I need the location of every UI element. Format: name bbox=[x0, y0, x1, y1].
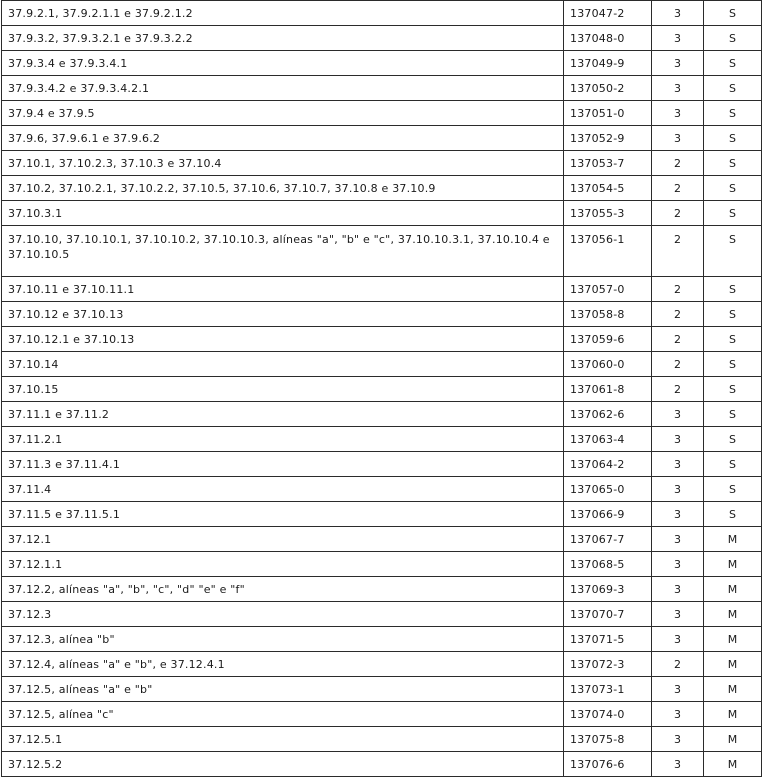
code-cell: 137053-7 bbox=[564, 151, 652, 176]
type-cell: S bbox=[704, 452, 762, 477]
code-cell: 137049-9 bbox=[564, 51, 652, 76]
grade-cell: 2 bbox=[652, 302, 704, 327]
table-row bbox=[2, 552, 762, 577]
item-cell: 37.12.1.1 bbox=[2, 552, 564, 577]
table-row bbox=[2, 302, 762, 327]
grade-cell: 3 bbox=[652, 452, 704, 477]
item-cell: 37.10.3.1 bbox=[2, 201, 564, 226]
grade-cell: 3 bbox=[652, 26, 704, 51]
table-row bbox=[2, 51, 762, 76]
grade-cell: 3 bbox=[652, 1, 704, 26]
grade-cell: 3 bbox=[652, 577, 704, 602]
grade-cell: 2 bbox=[652, 352, 704, 377]
code-cell: 137060-0 bbox=[564, 352, 652, 377]
item-cell: 37.12.5, alínea "c" bbox=[2, 702, 564, 727]
item-cell: 37.10.12.1 e 37.10.13 bbox=[2, 327, 564, 352]
item-cell: 37.12.3, alínea "b" bbox=[2, 627, 564, 652]
item-cell: 37.10.14 bbox=[2, 352, 564, 377]
grade-cell: 3 bbox=[652, 502, 704, 527]
type-cell: S bbox=[704, 51, 762, 76]
grade-cell: 3 bbox=[652, 76, 704, 101]
grade-cell: 3 bbox=[652, 552, 704, 577]
grade-cell: 2 bbox=[652, 652, 704, 677]
grade-cell: 2 bbox=[652, 377, 704, 402]
table-row bbox=[2, 427, 762, 452]
item-cell: 37.9.4 e 37.9.5 bbox=[2, 101, 564, 126]
type-cell: S bbox=[704, 76, 762, 101]
type-cell: S bbox=[704, 1, 762, 26]
grade-cell: 2 bbox=[652, 176, 704, 201]
type-cell: M bbox=[704, 577, 762, 602]
code-cell: 137076-6 bbox=[564, 752, 652, 777]
type-cell: S bbox=[704, 377, 762, 402]
grade-cell: 2 bbox=[652, 151, 704, 176]
type-cell: M bbox=[704, 652, 762, 677]
table-row bbox=[2, 126, 762, 151]
type-cell: M bbox=[704, 627, 762, 652]
type-cell: M bbox=[704, 752, 762, 777]
grade-cell: 2 bbox=[652, 201, 704, 226]
grade-cell: 3 bbox=[652, 101, 704, 126]
code-cell: 137061-8 bbox=[564, 377, 652, 402]
table-row bbox=[2, 26, 762, 51]
table-row bbox=[2, 377, 762, 402]
item-cell: 37.10.10, 37.10.10.1, 37.10.10.2, 37.10.10.3, alíneas "a", "b" e "c", 37.10.10.3.1, 37.10.10.4 e 37.10.10.5 bbox=[2, 226, 564, 277]
type-cell: S bbox=[704, 176, 762, 201]
item-cell: 37.9.3.4 e 37.9.3.4.1 bbox=[2, 51, 564, 76]
code-cell: 137054-5 bbox=[564, 176, 652, 201]
grade-cell: 3 bbox=[652, 527, 704, 552]
item-cell: 37.12.3 bbox=[2, 602, 564, 627]
grade-cell: 3 bbox=[652, 727, 704, 752]
table-row bbox=[2, 502, 762, 527]
code-cell: 137068-5 bbox=[564, 552, 652, 577]
table-row bbox=[2, 402, 762, 427]
code-cell: 137069-3 bbox=[564, 577, 652, 602]
code-cell: 137073-1 bbox=[564, 677, 652, 702]
grade-cell: 3 bbox=[652, 752, 704, 777]
item-cell: 37.10.12 e 37.10.13 bbox=[2, 302, 564, 327]
type-cell: M bbox=[704, 677, 762, 702]
norms-table bbox=[1, 0, 762, 777]
type-cell: S bbox=[704, 226, 762, 277]
table-row bbox=[2, 602, 762, 627]
grade-cell: 3 bbox=[652, 627, 704, 652]
table-row bbox=[2, 151, 762, 176]
table-row bbox=[2, 652, 762, 677]
table-row bbox=[2, 352, 762, 377]
table-row bbox=[2, 76, 762, 101]
norms-table-body bbox=[2, 1, 762, 777]
item-cell: 37.10.15 bbox=[2, 377, 564, 402]
type-cell: S bbox=[704, 352, 762, 377]
grade-cell: 3 bbox=[652, 51, 704, 76]
table-row bbox=[2, 627, 762, 652]
grade-cell: 3 bbox=[652, 702, 704, 727]
type-cell: S bbox=[704, 302, 762, 327]
type-cell: S bbox=[704, 277, 762, 302]
item-cell: 37.11.4 bbox=[2, 477, 564, 502]
type-cell: S bbox=[704, 402, 762, 427]
code-cell: 137056-1 bbox=[564, 226, 652, 277]
type-cell: S bbox=[704, 126, 762, 151]
grade-cell: 3 bbox=[652, 602, 704, 627]
grade-cell: 2 bbox=[652, 327, 704, 352]
table-row bbox=[2, 452, 762, 477]
table-row bbox=[2, 176, 762, 201]
item-cell: 37.12.5.2 bbox=[2, 752, 564, 777]
code-cell: 137055-3 bbox=[564, 201, 652, 226]
item-cell: 37.12.5, alíneas "a" e "b" bbox=[2, 677, 564, 702]
code-cell: 137075-8 bbox=[564, 727, 652, 752]
table-row bbox=[2, 477, 762, 502]
item-cell: 37.9.3.4.2 e 37.9.3.4.2.1 bbox=[2, 76, 564, 101]
item-cell: 37.9.6, 37.9.6.1 e 37.9.6.2 bbox=[2, 126, 564, 151]
table-row bbox=[2, 277, 762, 302]
type-cell: M bbox=[704, 702, 762, 727]
code-cell: 137059-6 bbox=[564, 327, 652, 352]
code-cell: 137057-0 bbox=[564, 277, 652, 302]
code-cell: 137064-2 bbox=[564, 452, 652, 477]
item-cell: 37.11.5 e 37.11.5.1 bbox=[2, 502, 564, 527]
code-cell: 137072-3 bbox=[564, 652, 652, 677]
code-cell: 137074-0 bbox=[564, 702, 652, 727]
table-row bbox=[2, 1, 762, 26]
type-cell: M bbox=[704, 727, 762, 752]
table-row bbox=[2, 201, 762, 226]
code-cell: 137071-5 bbox=[564, 627, 652, 652]
item-cell: 37.9.3.2, 37.9.3.2.1 e 37.9.3.2.2 bbox=[2, 26, 564, 51]
grade-cell: 2 bbox=[652, 277, 704, 302]
item-cell: 37.9.2.1, 37.9.2.1.1 e 37.9.2.1.2 bbox=[2, 1, 564, 26]
table-row bbox=[2, 527, 762, 552]
type-cell: S bbox=[704, 327, 762, 352]
type-cell: S bbox=[704, 427, 762, 452]
grade-cell: 3 bbox=[652, 126, 704, 151]
code-cell: 137066-9 bbox=[564, 502, 652, 527]
code-cell: 137048-0 bbox=[564, 26, 652, 51]
item-cell: 37.12.2, alíneas "a", "b", "c", "d" "e" e "f" bbox=[2, 577, 564, 602]
code-cell: 137070-7 bbox=[564, 602, 652, 627]
code-cell: 137065-0 bbox=[564, 477, 652, 502]
table-row bbox=[2, 727, 762, 752]
item-cell: 37.10.2, 37.10.2.1, 37.10.2.2, 37.10.5, 37.10.6, 37.10.7, 37.10.8 e 37.10.9 bbox=[2, 176, 564, 201]
type-cell: S bbox=[704, 201, 762, 226]
grade-cell: 3 bbox=[652, 677, 704, 702]
table-row bbox=[2, 226, 762, 277]
code-cell: 137062-6 bbox=[564, 402, 652, 427]
type-cell: S bbox=[704, 477, 762, 502]
code-cell: 137063-4 bbox=[564, 427, 652, 452]
type-cell: M bbox=[704, 552, 762, 577]
item-cell: 37.12.4, alíneas "a" e "b", e 37.12.4.1 bbox=[2, 652, 564, 677]
type-cell: S bbox=[704, 151, 762, 176]
type-cell: S bbox=[704, 101, 762, 126]
item-cell: 37.11.2.1 bbox=[2, 427, 564, 452]
type-cell: S bbox=[704, 26, 762, 51]
grade-cell: 3 bbox=[652, 427, 704, 452]
code-cell: 137058-8 bbox=[564, 302, 652, 327]
type-cell: M bbox=[704, 602, 762, 627]
table-row bbox=[2, 101, 762, 126]
item-cell: 37.10.1, 37.10.2.3, 37.10.3 e 37.10.4 bbox=[2, 151, 564, 176]
grade-cell: 2 bbox=[652, 226, 704, 277]
table-row bbox=[2, 702, 762, 727]
grade-cell: 3 bbox=[652, 477, 704, 502]
table-row bbox=[2, 752, 762, 777]
code-cell: 137051-0 bbox=[564, 101, 652, 126]
grade-cell: 3 bbox=[652, 402, 704, 427]
table-row bbox=[2, 577, 762, 602]
code-cell: 137067-7 bbox=[564, 527, 652, 552]
item-cell: 37.12.1 bbox=[2, 527, 564, 552]
item-cell: 37.12.5.1 bbox=[2, 727, 564, 752]
type-cell: S bbox=[704, 502, 762, 527]
code-cell: 137052-9 bbox=[564, 126, 652, 151]
table-row bbox=[2, 327, 762, 352]
table-row bbox=[2, 677, 762, 702]
type-cell: M bbox=[704, 527, 762, 552]
code-cell: 137050-2 bbox=[564, 76, 652, 101]
code-cell: 137047-2 bbox=[564, 1, 652, 26]
item-cell: 37.11.1 e 37.11.2 bbox=[2, 402, 564, 427]
item-cell: 37.11.3 e 37.11.4.1 bbox=[2, 452, 564, 477]
item-cell: 37.10.11 e 37.10.11.1 bbox=[2, 277, 564, 302]
